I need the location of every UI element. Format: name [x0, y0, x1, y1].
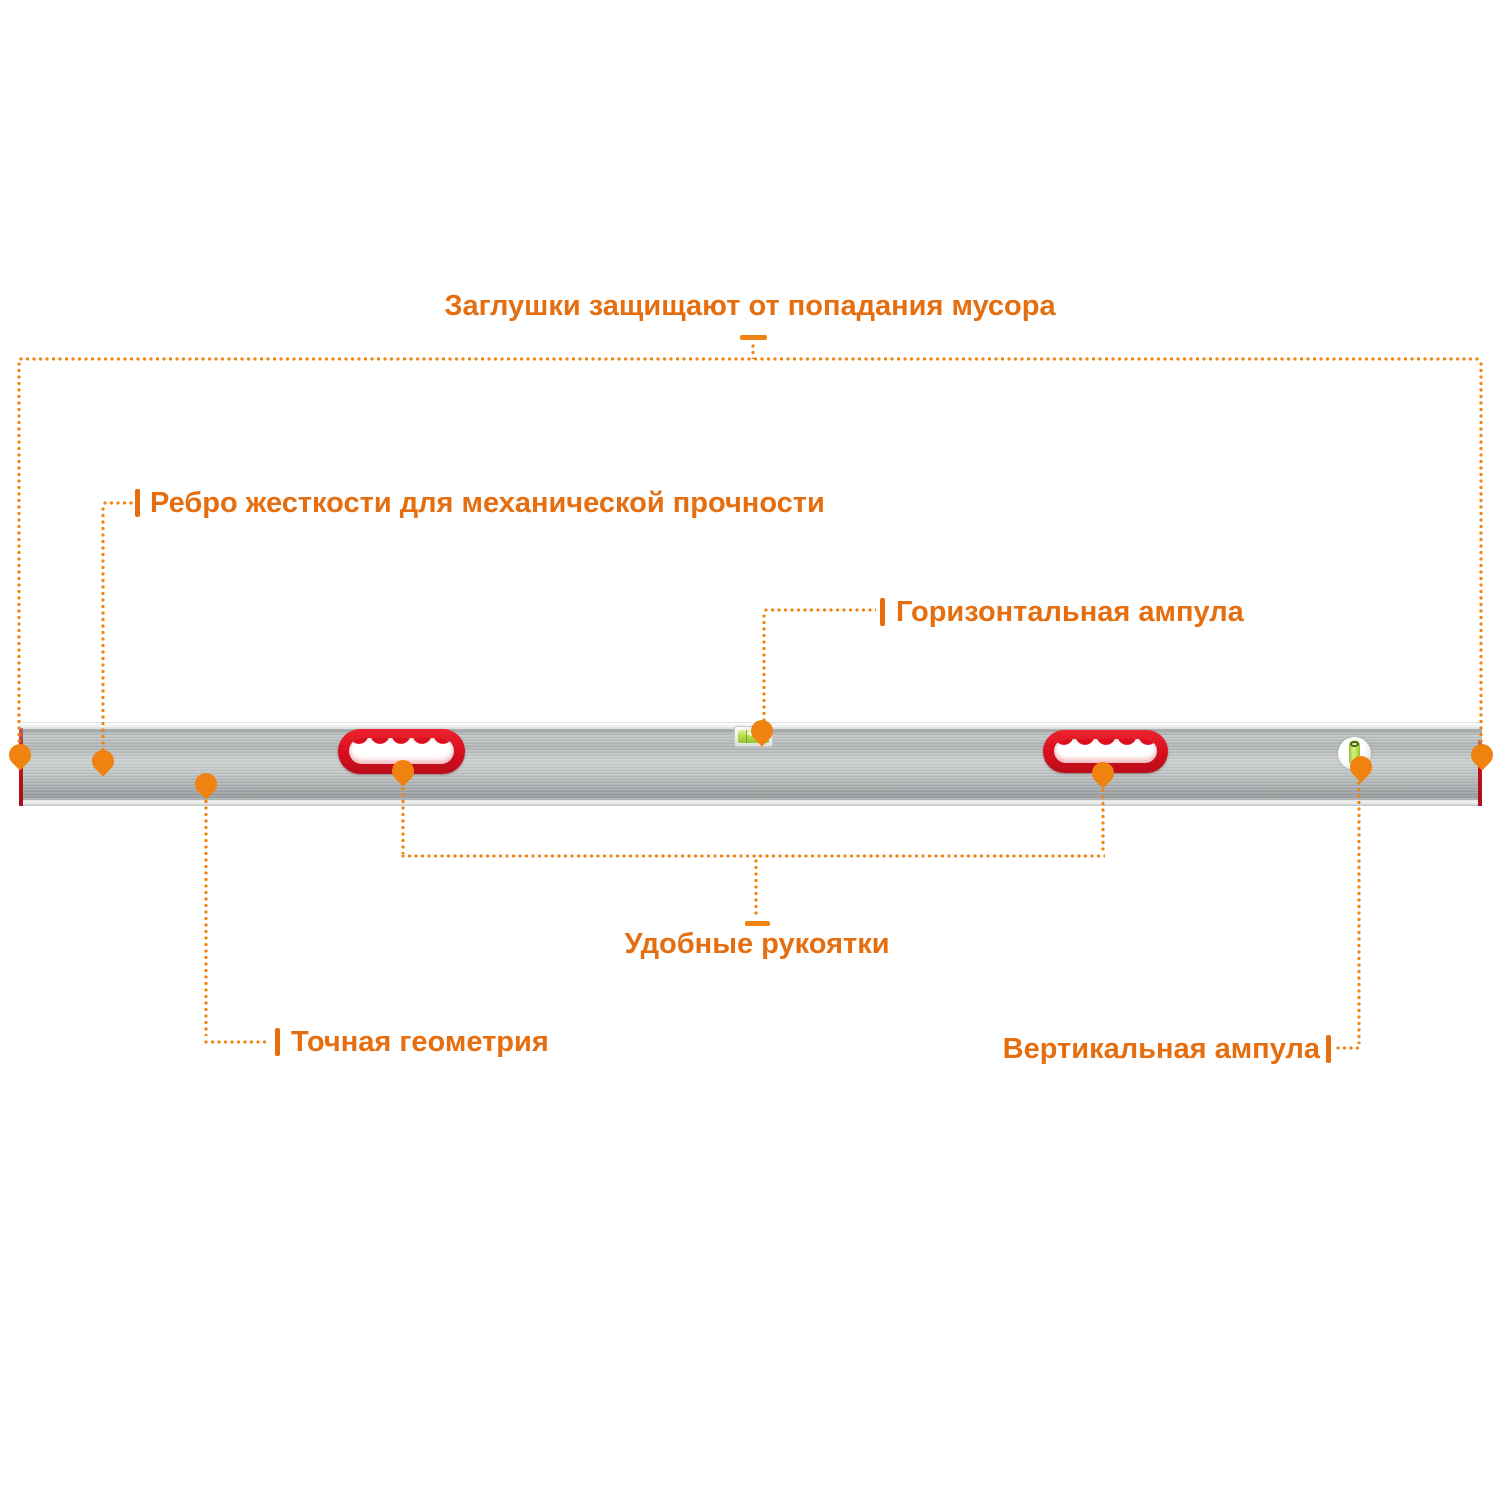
vvial-leader-v — [1357, 781, 1361, 1044]
hvial-leader-v — [762, 614, 766, 724]
handles-connector — [754, 859, 758, 916]
level-bottom-lip — [20, 800, 1481, 806]
geometry-tick — [275, 1028, 280, 1056]
handles-tick — [745, 921, 770, 926]
rib-leader-h — [103, 501, 133, 505]
handles-leader-right — [1101, 782, 1105, 854]
vvial-leader-h — [1336, 1046, 1361, 1050]
rib-tick — [135, 489, 140, 517]
label-vertical-vial: Вертикальная ампула — [1002, 1033, 1320, 1065]
end-caps-leader-right — [1479, 362, 1483, 744]
handles-leader-left — [401, 780, 405, 854]
hvial-leader-h — [764, 608, 876, 612]
rib-leader-v — [101, 507, 105, 752]
end-caps-tick — [740, 335, 767, 340]
hvial-tick — [880, 598, 885, 626]
end-caps-leader-left — [17, 362, 21, 744]
handles-bracket — [401, 854, 1105, 858]
label-handles: Удобные рукоятки — [624, 928, 890, 960]
vvial-tick — [1326, 1035, 1331, 1063]
end-caps-bracket — [19, 357, 1481, 361]
right-handle-cutout — [1054, 739, 1157, 763]
label-precise-geometry: Точная геометрия — [291, 1026, 549, 1058]
label-stiffening-rib: Ребро жесткости для механической прочности — [150, 487, 825, 519]
label-end-caps: Заглушки защищают от попадания мусора — [444, 290, 1056, 322]
geometry-leader-v — [204, 793, 208, 1036]
label-horizontal-vial: Горизонтальная ампула — [896, 596, 1244, 628]
geometry-leader-h — [204, 1040, 268, 1044]
